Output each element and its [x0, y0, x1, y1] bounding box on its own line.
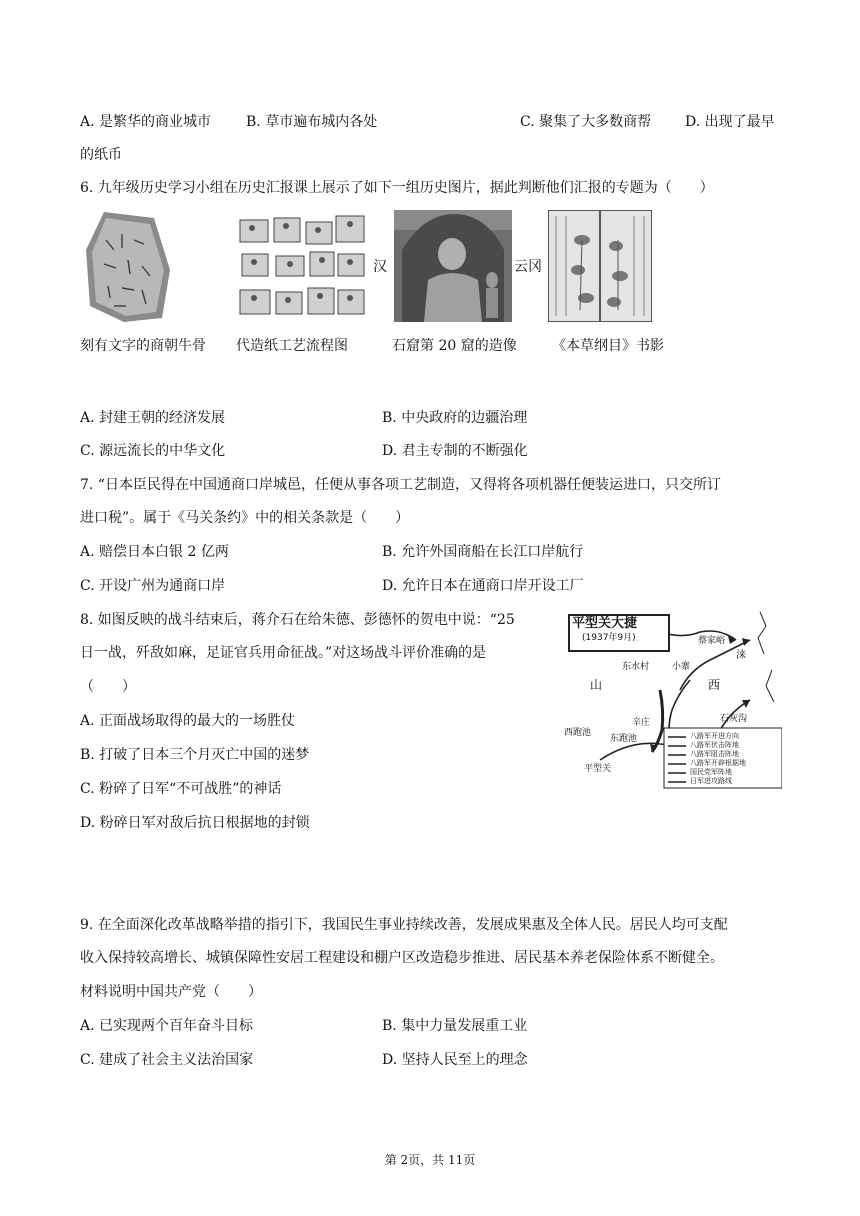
map-legend-item-6: 日军进攻路线 — [690, 777, 732, 785]
q9-option-c: C. 建成了社会主义法治国家 — [80, 1052, 254, 1068]
q8-stem-line1: 8. 如图反映的战斗结束后，蒋介石在给朱德、彭德怀的贺电中说：“25 — [80, 612, 515, 628]
q8-option-c: C. 粉碎了日军“不可战胜”的神话 — [80, 781, 282, 797]
map-legend-item-4: 八路军开辟根据地 — [690, 759, 746, 767]
grotto-statue-image — [394, 210, 512, 322]
q6-stem: 6. 九年级历史学习小组在历史汇报课上展示了如下一组历史图片，据此判断他们汇报的专题为（ ） — [80, 180, 714, 196]
map-label-xipaochi: 西跑池 — [564, 728, 592, 738]
map-label-shan: 山 — [590, 678, 603, 692]
map-label-caijiayu: 蔡家峪 — [698, 636, 726, 646]
inline-text-yungang: 云冈 — [514, 259, 542, 275]
q7-option-c: C. 开设广州为通商口岸 — [80, 578, 226, 594]
map-legend-item-3: 八路军阻击阵地 — [690, 750, 739, 758]
pingxingguan-map — [560, 610, 782, 792]
map-label-xinzhuang: 辛庄 — [632, 718, 651, 728]
q9-option-d: D. 坚持人民至上的理念 — [382, 1052, 528, 1068]
map-date: (1937年9月) — [582, 633, 636, 643]
papermaking-process-image — [236, 210, 368, 322]
map-legend-item-2: 八路军伏击阵地 — [690, 741, 739, 749]
map-label-xiaozhai: 小寨 — [672, 662, 691, 672]
page-footer: 第 2页，共 11页 — [384, 1153, 476, 1167]
q6-caption-4: 《本草纲目》书影 — [552, 338, 664, 354]
bencao-gangmu-image — [548, 210, 652, 322]
q8-option-a: A. 正面战场取得的最大的一场胜仗 — [80, 713, 296, 729]
q6-option-c: C. 源远流长的中华文化 — [80, 443, 226, 459]
q6-option-b: B. 中央政府的边疆治理 — [382, 410, 528, 426]
q9-stem-line2: 收入保持较高增长、城镇保障性安居工程建设和棚户区改造稳步推进、居民基本养老保险体系不断健全。 — [80, 950, 724, 966]
q6-option-a: A. 封建王朝的经济发展 — [80, 410, 226, 426]
map-label-shihuigou: 石灰沟 — [720, 714, 748, 724]
q5-option-d-continued: 的纸币 — [80, 147, 122, 163]
map-label-dongshuicun: 东水村 — [622, 662, 650, 672]
map-legend-item-5: 国民党军阵地 — [690, 768, 732, 776]
q6-caption-1: 刻有文字的商朝牛骨 — [80, 338, 206, 354]
oracle-bone-image — [84, 210, 172, 322]
q7-option-d: D. 允许日本在通商口岸开设工厂 — [382, 578, 584, 594]
map-title: 平型关大捷 — [572, 616, 638, 631]
map-label-dongpaochi: 东跑池 — [610, 734, 638, 744]
inline-text-han: 汉 — [373, 259, 387, 275]
q9-option-a: A. 已实现两个百年奋斗目标 — [80, 1018, 254, 1034]
q5-option-d: D. 出现了最早 — [685, 114, 775, 130]
q8-option-b: B. 打破了日本三个月灭亡中国的迷梦 — [80, 747, 310, 763]
q7-stem-line1: 7. “日本臣民得在中国通商口岸城邑，任便从事各项工艺制造，又得将各项机器任便装运进口，只交所订 — [80, 477, 721, 493]
q6-caption-3: 石窟第 20 窟的造像 — [392, 338, 517, 354]
q9-option-b: B. 集中力量发展重工业 — [382, 1018, 528, 1034]
q9-stem-line3: 材料说明中国共产党（ ） — [80, 984, 262, 1000]
q6-caption-2: 代造纸工艺流程图 — [236, 338, 348, 354]
q6-option-d: D. 君主专制的不断强化 — [382, 443, 528, 459]
q5-option-b: B. 草市遍布城内各处 — [246, 114, 378, 130]
q7-option-a: A. 赔偿日本白银 2 亿两 — [80, 544, 229, 560]
map-label-xi: 西 — [708, 678, 721, 692]
q7-stem-line2: 进口税”。属于《马关条约》中的相关条款是（ ） — [80, 510, 410, 526]
map-label-lai: 涞 — [736, 650, 746, 661]
q8-option-d: D. 粉碎日军对敌后抗日根据地的封锁 — [80, 815, 310, 831]
q7-option-b: B. 允许外国商船在长江口岸航行 — [382, 544, 584, 560]
q9-stem-line1: 9. 在全面深化改革战略举措的指引下，我国民生事业持续改善，发展成果惠及全体人民。居民人均可支配 — [80, 917, 728, 933]
map-label-pingxingguan: 平型关 — [584, 764, 612, 774]
q8-stem-line2: 日一战，歼敌如麻，足证官兵用命征战。”对这场战斗评价准确的是 — [80, 645, 487, 661]
q8-stem-line3: （ ） — [80, 679, 136, 695]
q5-option-a: A. 是繁华的商业城市 — [80, 114, 212, 130]
map-legend-item-1: 八路军开进方向 — [690, 732, 739, 740]
q5-option-c: C. 聚集了大多数商帮 — [520, 114, 652, 130]
